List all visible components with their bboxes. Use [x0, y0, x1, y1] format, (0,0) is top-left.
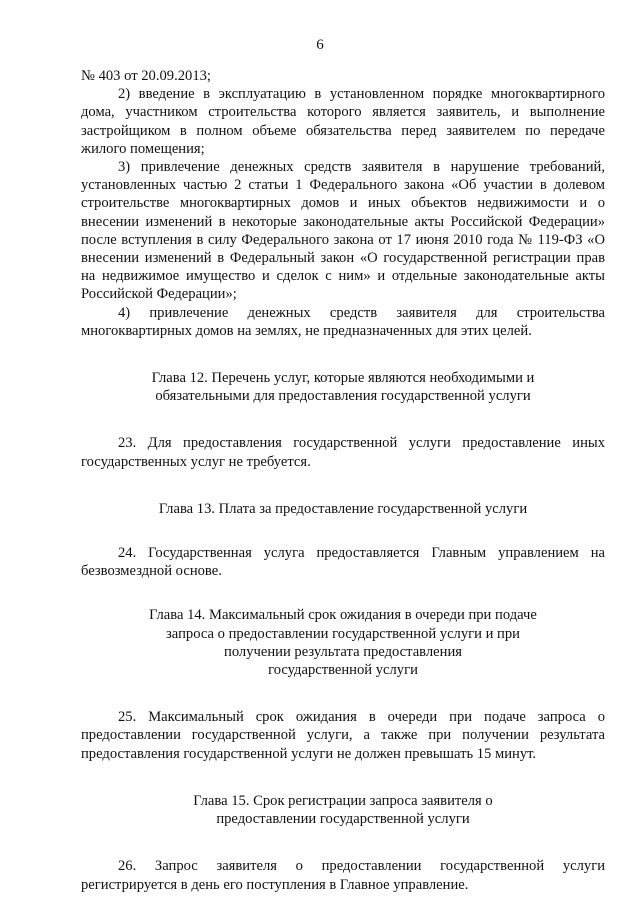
chapter-13-heading: [81, 500, 605, 518]
page-number: 6: [316, 37, 324, 53]
heading-line: получении результата предоставления: [224, 643, 462, 660]
heading-line: Глава 12. Перечень услуг, которые являются необходимыми и: [151, 370, 535, 387]
paragraph-26: 26. Запрос заявителя о предоставлении государственной услуги регистрируется в день его поступления в Главное управление.: [81, 858, 605, 893]
spacer: [81, 340, 605, 369]
paragraph-item-2: 2) введение в эксплуатацию в установленном порядке многоквартирного дома, участником строительства которого является заявитель, и выполнение застройщиком в полном объеме обязательства перед заявителем по передаче жилого помещения;: [81, 86, 605, 157]
heading-line: запроса о предоставлении государственной услуги и при: [166, 625, 520, 642]
spacer: [81, 828, 605, 857]
paragraph-item-4: 4) привлечение денежных средств заявителя для строительства многоквартирных домов на землях, не предназначенных для этих целей.: [81, 304, 605, 339]
heading-line: обязательными для предоставления государственной услуги: [155, 388, 531, 405]
spacer: [81, 471, 605, 500]
paragraph-23: 23. Для предоставления государственной услуги предоставление иных государственных услуг не требуется.: [81, 435, 605, 470]
chapter-14-heading: [81, 606, 605, 679]
document-body: [81, 67, 605, 894]
heading-line: государственной услуги: [268, 662, 418, 679]
paragraph-continuation: № 403 от 20.09.2013;: [81, 68, 211, 84]
spacer: [81, 763, 605, 792]
spacer: [81, 679, 605, 708]
chapter-12-heading: [81, 369, 605, 405]
heading-line: Глава 13. Плата за предоставление государственной услуги: [158, 500, 528, 517]
heading-line: Глава 14. Максимальный срок ожидания в очереди при подаче: [149, 607, 537, 624]
spacer: [81, 405, 605, 434]
chapter-15-heading: [81, 792, 605, 828]
paragraph-item-3: 3) привлечение денежных средств заявителя в нарушение требований, установленных частью 2 статьи 1 Федерального закона «Об участии в долевом строительстве многоквартирных домов и иных объектов недвижимости и о внесении изменений в некоторые законодательные акты Российской Федерации» после вступления в силу Федерального закона от 17 июня 2010 года № 119-ФЗ «О внесении изменений в Федеральный закон «О государственной регистрации прав на недвижимое имущество и сделок с ним» и отдельные законодательные акты Российской Федерации»;: [81, 159, 605, 303]
paragraph-25: 25. Максимальный срок ожидания в очереди при подаче запроса о предоставлении государственной услуги, а также при получении результата предоставления государственной услуги не должен превышать 15 минут.: [81, 709, 605, 762]
heading-line: Глава 15. Срок регистрации запроса заявителя о: [193, 792, 493, 809]
spacer: [81, 518, 605, 544]
spacer: [81, 580, 605, 606]
heading-line: предоставлении государственной услуги: [216, 811, 470, 828]
paragraph-24: 24. Государственная услуга предоставляется Главным управлением на безвозмездной основе.: [81, 545, 605, 580]
